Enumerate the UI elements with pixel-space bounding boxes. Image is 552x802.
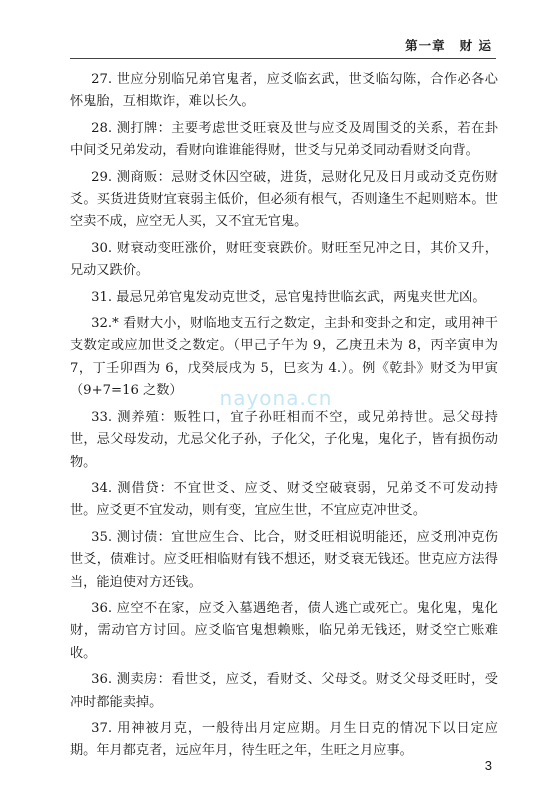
- chapter-label: 第一章: [405, 38, 446, 53]
- paragraph-28: 28. 测打牌：主要考虑世爻旺衰及世与应爻及周围爻的关系，若在卦中间爻兄弟发动，看财向谁谁能得财，世爻与兄弟爻同动看财爻向背。: [70, 120, 498, 159]
- paragraph-30: 30. 财衰动变旺涨价，财旺变衰跌价。财旺至兄冲之日，其价又升，兄动又跌价。: [70, 240, 498, 279]
- header-divider: [70, 58, 496, 59]
- page-number: 3: [484, 758, 492, 773]
- chapter-title: 财 运: [459, 38, 492, 53]
- paragraph-33: 33. 测养殖：贩牲口，宜子孙旺相而不空，或兄弟持世。忌父母持世，忌父母发动，尤忌父化子孙，子化父，子化鬼，鬼化子，皆有损伤动物。: [70, 409, 498, 470]
- watermark: nayona.cn: [219, 386, 333, 410]
- page-body: [70, 66, 498, 767]
- paragraph-35: 35. 测讨债：宜世应生合、比合，财爻旺相说明能还，应爻刑冲克伤世爻，债难讨。应爻旺相临财有钱不想还，财爻衰无钱还。世克应方法得当，能迫使对方还钱。: [70, 529, 498, 590]
- running-header: [405, 36, 492, 54]
- paragraph-31: 31. 最忌兄弟官鬼发动克世爻，忌官鬼持世临玄武，两鬼夹世尤凶。: [91, 289, 486, 305]
- paragraph-36a: 36. 应空不在家，应爻入墓遇绝者，债人逃亡或死亡。鬼化鬼，鬼化财，需动官方讨回。应爻临官鬼想赖账，临兄弟无钱还，财爻空亡账难收。: [70, 600, 498, 661]
- paragraph-32: 32.* 看财大小，财临地支五行之数定，主卦和变卦之和定，或用神干支数定或应加世爻之数定。（甲己子午为 9，乙庚丑未为 8，丙辛寅申为 7，丁壬卯酉为 6，戊癸辰戌为 5，巳亥为 4.）。例《乾卦》财爻为甲寅（9+7=16 之数）: [70, 316, 498, 399]
- paragraph-27: 27. 世应分别临兄弟官鬼者，应爻临玄武，世爻临勾陈，合作必各心怀鬼胎，互相欺诈，难以长久。: [70, 72, 498, 110]
- paragraph-36b: 36. 测卖房：看世爻，应爻，看财爻、父母爻。财爻父母爻旺时，受冲时都能卖掉。: [70, 672, 498, 710]
- paragraph-37: 37. 用神被月克，一般待出月定应期。月生日克的情况下以日定应期。年月都克者，远应年月，待生旺之年，生旺之月应事。: [70, 720, 498, 759]
- paragraph-34: 34. 测借贷：不宜世爻、应爻、财爻空破衰弱，兄弟爻不可发动持世。应爻更不宜发动，则有变，宜应生世，不宜应克冲世爻。: [70, 480, 498, 519]
- paragraph-29: 29. 测商贩：忌财爻休囚空破，进货，忌财化兄及日月或动爻克伤财爻。买货进货财宜衰弱主低价，但必须有根气，否则逢生不起则赔本。世空卖不成，应空无人买，又不宜无官鬼。: [70, 169, 498, 230]
